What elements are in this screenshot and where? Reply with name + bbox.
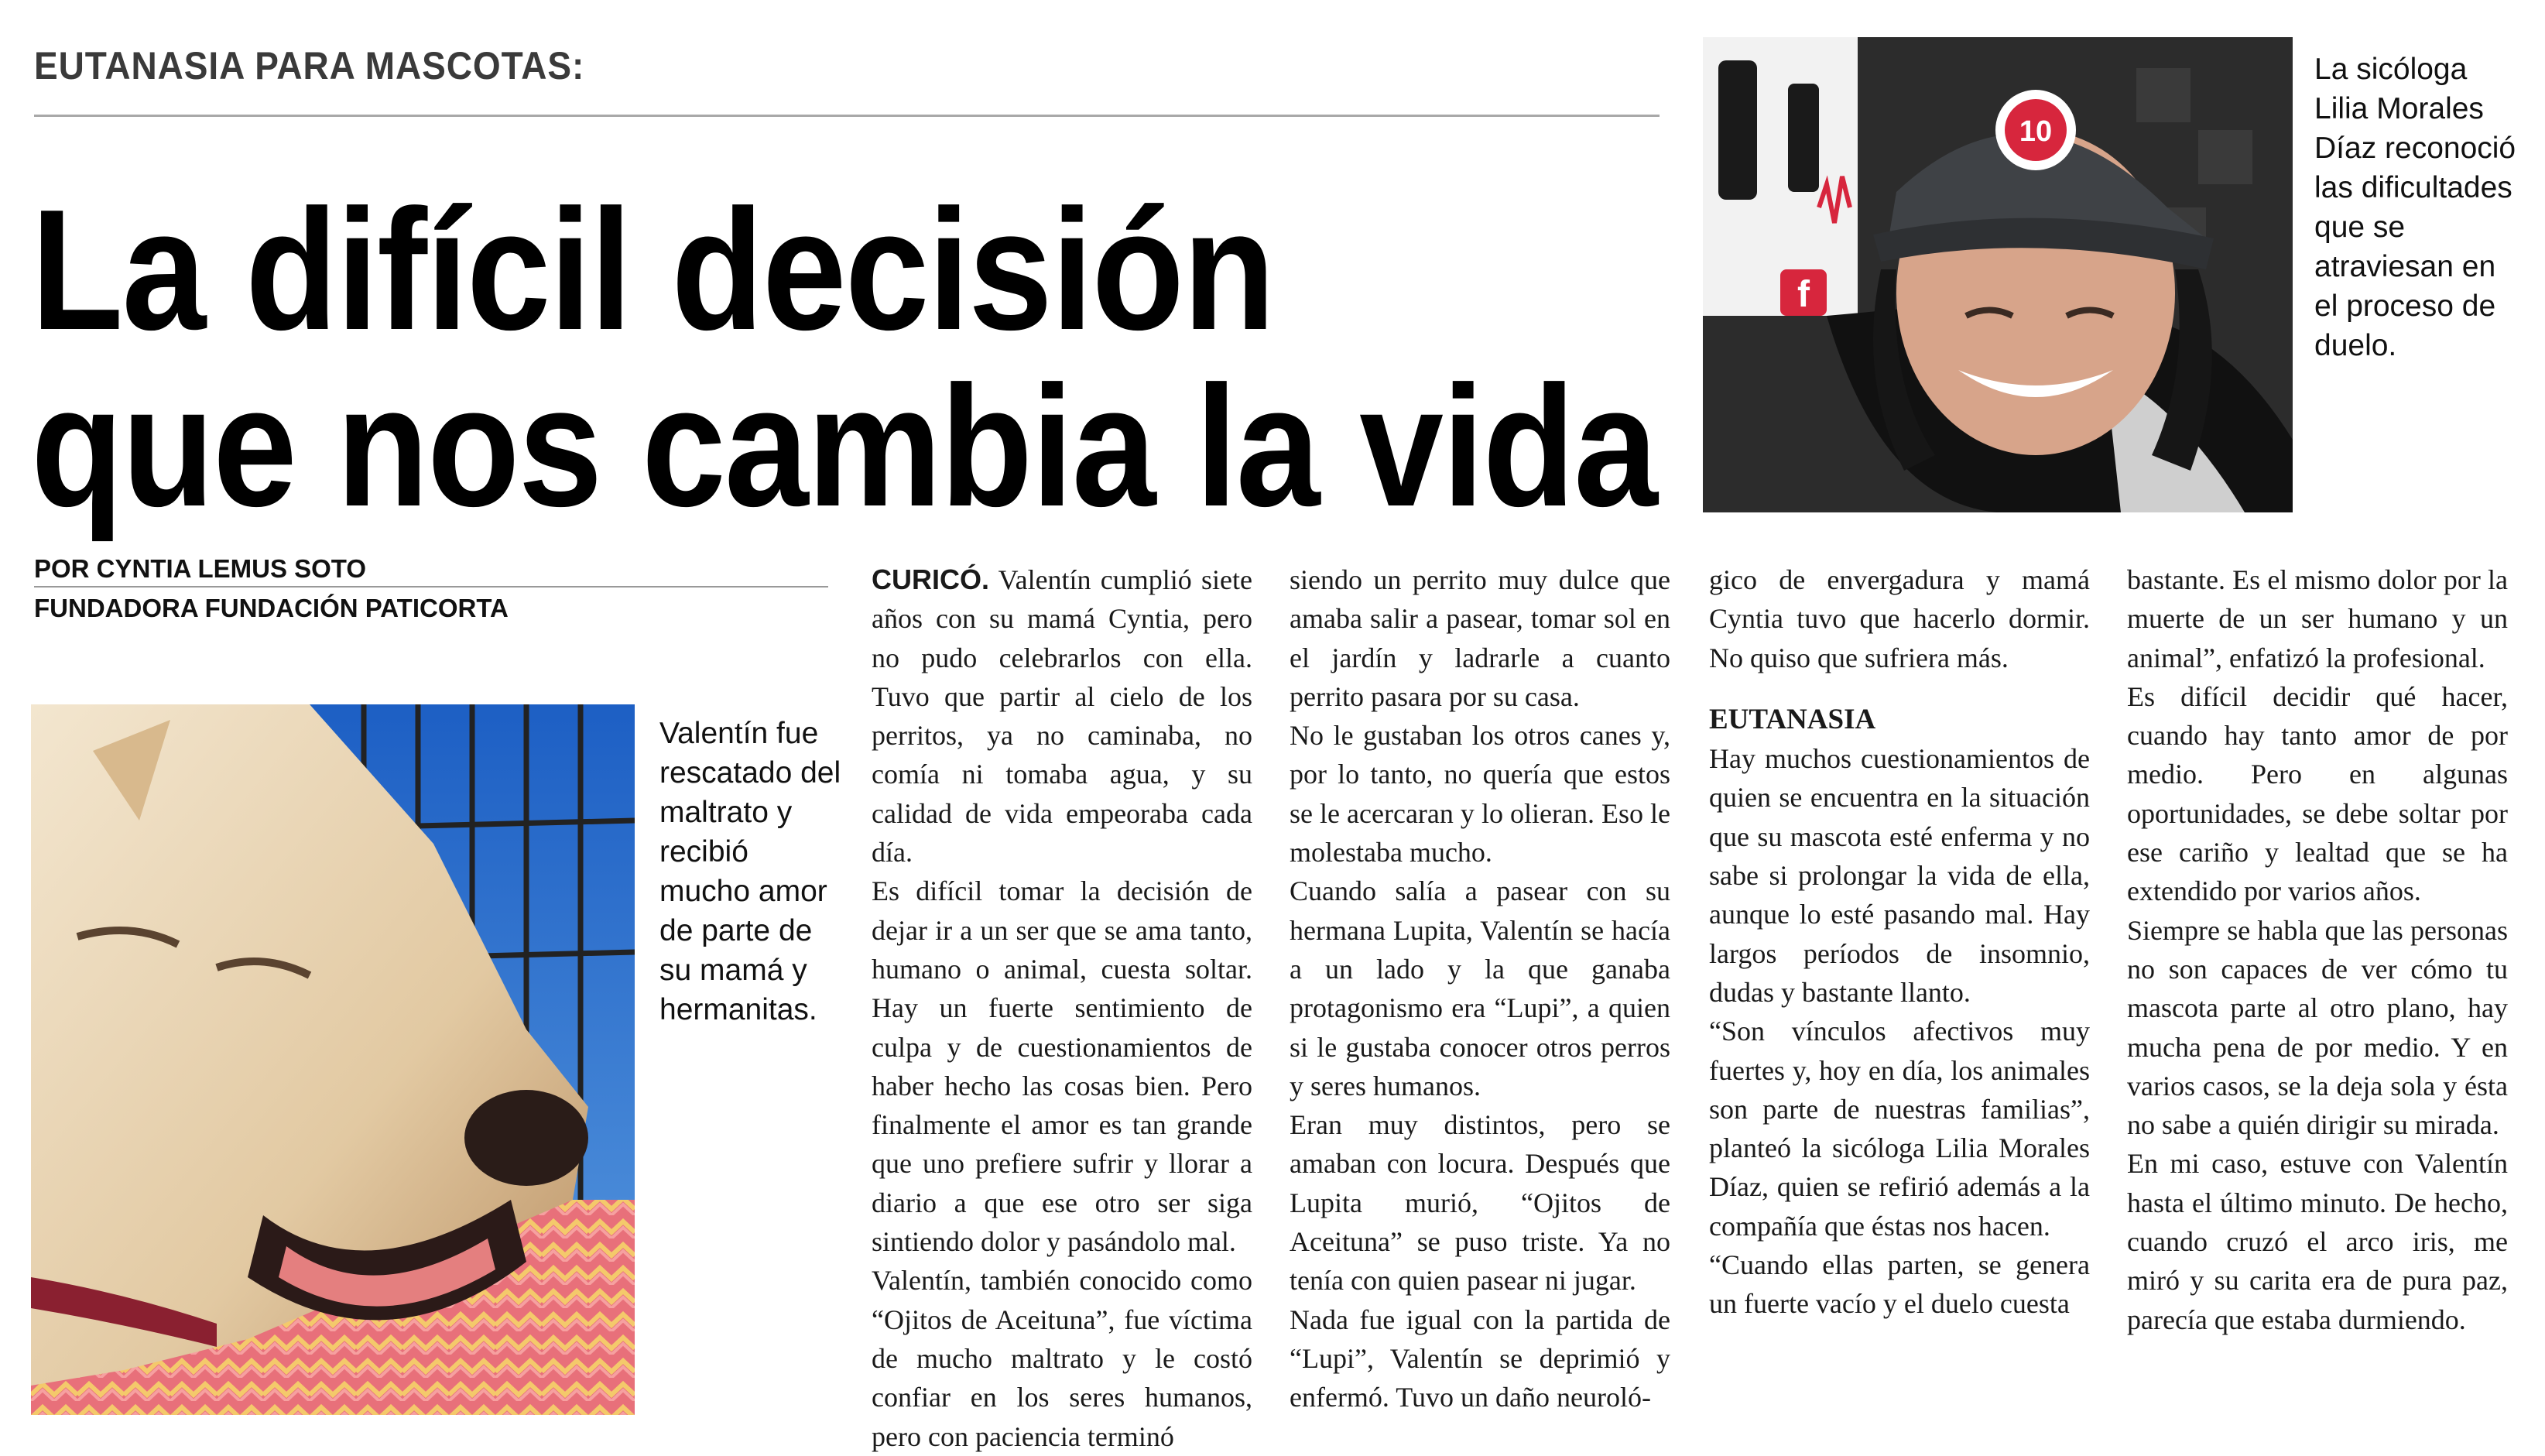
article-column-3 <box>1709 560 2090 1324</box>
article-paragraph: Nada fue igual con la partida de “Lupi”, Valentín se deprimió y enfermó. Tuvo un daño neuroló- <box>1290 1304 1670 1413</box>
headline <box>31 174 1657 543</box>
article-paragraph: “Cuando ellas parten, se genera un fuerte vacío y el duelo cuesta <box>1709 1249 2090 1320</box>
psychologist-photo <box>1703 37 2293 512</box>
social-icon: f <box>1797 274 1810 315</box>
article-paragraph: Siempre se habla que las personas no son capaces de ver cómo tu mascota parte al otro plano, hay mucha pena de por medio. Y en varios casos, se la deja sola y ésta no sabe a quién dirigir su mirada. <box>2127 914 2508 1141</box>
article-paragraph: Eran muy distintos, pero se amaban con locura. Después que Lupita murió, “Ojitos de Aceituna” se puso triste. Ya no tenía con quien pasear ni jugar. <box>1290 1109 1670 1297</box>
article-paragraph: CURICÓ. Valentín cumplió siete años con su mamá Cyntia, pero no pudo celebrarlos con ella. Tuvo que partir al cielo de los perritos, ya no caminaba, no comía ni tomaba agua, y su calidad de vida empeoraba cada día. <box>872 564 1252 868</box>
kicker-divider <box>34 115 1660 117</box>
dog-photo <box>31 704 635 1415</box>
article-paragraph: Hay muchos cuestionamientos de quien se encuentra en la situación que su mascota esté enferma y no sabe si prolongar la vida de ella, aunque lo esté pasando mal. Hay largos períodos de insomnio, dudas y bastante llanto. <box>1709 743 2090 1008</box>
article-paragraph: gico de envergadura y mamá Cyntia tuvo que hacerlo dormir. No quiso que sufriera más. <box>1709 564 2090 673</box>
subhead: EUTANASIA <box>1709 703 1876 735</box>
article-paragraph: siendo un perrito muy dulce que amaba salir a pasear, tomar sol en el jardín y ladrarle a cuanto perrito pasara por su casa. <box>1290 564 1670 712</box>
article-paragraph: bastante. Es el mismo dolor por la muerte de un ser humano y un animal”, enfatizó la profesional. <box>2127 564 2508 673</box>
article-paragraph: Es difícil tomar la decisión de dejar ir a un ser que se ama tanto, humano o animal, cuesta soltar. Hay un fuerte sentimiento de culpa y de cuestionamientos de haber hecho las cosas bien. Pero finalmente el amor es tan grande que uno prefiere sufrir y llorar a diario a que ese otro ser siga sintiendo dolor y pasándolo mal. <box>872 875 1252 1258</box>
article-column-2 <box>1290 560 1670 1417</box>
article-column-1 <box>872 560 1252 1456</box>
headline-line-1: La difícil decisión <box>31 174 1274 366</box>
article-column-4 <box>2127 560 2508 1339</box>
byline-role: FUNDADORA FUNDACIÓN PATICORTA <box>34 594 509 622</box>
article-paragraph: Cuando salía a pasear con su hermana Lupita, Valentín se hacía a un lado y la que ganaba protagonismo era “Lupi”, a quien si le gustaba conocer otros perros y seres humanos. <box>1290 875 1670 1101</box>
article-paragraph: Valentín, también conocido como “Ojitos de Aceituna”, fue víctima de mucho maltrato y le costó confiar en los seres humanos, pero con paciencia terminó <box>872 1265 1252 1452</box>
article-paragraph: “Son vínculos afectivos muy fuertes y, hoy en día, los animales son parte de nuestras familias”, planteó la sicóloga Lilia Morales Díaz, quien se refirió además a la compañía que éstas nos hacen. <box>1709 1016 2090 1242</box>
article-paragraph: Es difícil decidir qué hacer, cuando hay tanto amor de por medio. Pero en algunas oportunidades, se debe soltar por ese cariño y lealtad que se ha extendido por varios años. <box>2127 680 2508 907</box>
byline-divider <box>34 586 828 588</box>
cap-logo: 10 <box>2019 115 2053 148</box>
byline-author: POR CYNTIA LEMUS SOTO <box>34 554 367 583</box>
article-paragraph: No le gustaban los otros canes y, por lo tanto, no quería que estos se le acercaran y lo olieran. Eso le molestaba mucho. <box>1290 720 1670 868</box>
dog-photo-caption: Valentín fue rescatado del maltrato y recibió mucho amor de parte de su mamá y hermanitas. <box>659 717 841 1026</box>
section-kicker: EUTANASIA PARA MASCOTAS: <box>34 44 585 87</box>
psychologist-photo-caption: La sicóloga Lilia Morales Díaz reconoció las dificultades que se atraviesan en el proceso de duelo. <box>2314 53 2516 362</box>
dateline: CURICÓ. <box>872 564 989 595</box>
article-paragraph: En mi caso, estuve con Valentín hasta el último minuto. De hecho, cuando cruzó el arco iris, me miró y su carita era de pura paz, parecía que estaba durmiendo. <box>2127 1148 2508 1335</box>
headline-line-2: que nos cambia la vida <box>31 351 1657 543</box>
